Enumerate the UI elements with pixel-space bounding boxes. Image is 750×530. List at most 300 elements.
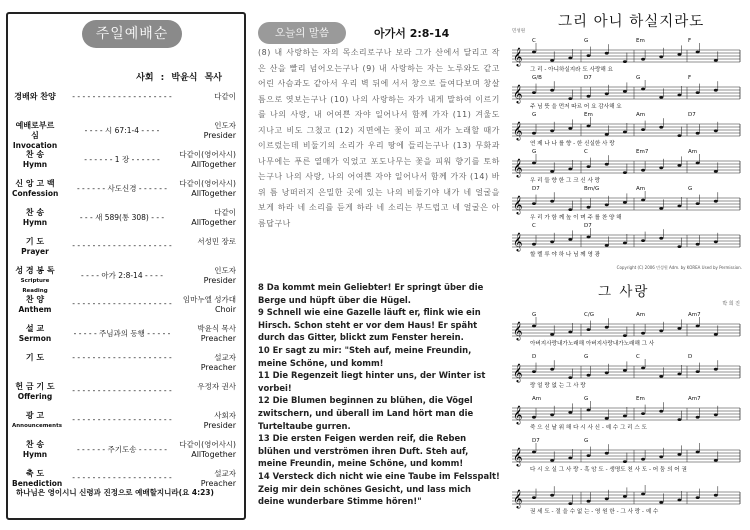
- chord-label: F: [688, 75, 692, 81]
- staff-system: [512, 112, 740, 147]
- lyrics-line: 다 시 오 실 그 사 랑 - 흑 암 도 - 생명도 천 사 도 - 어 둠 의 어 권: [530, 467, 687, 473]
- chord-label: D7: [532, 438, 540, 444]
- chord-label: G: [532, 112, 537, 118]
- order-item-korean: 기 도: [25, 353, 45, 362]
- treble-clef-icon: 𝄞: [513, 489, 523, 508]
- order-item-label: [12, 266, 58, 296]
- order-item-leader-korean: 임마누엘 성가대: [182, 295, 236, 304]
- note-head: [623, 171, 627, 174]
- order-item-leader: [164, 179, 236, 199]
- note-head: [623, 495, 627, 498]
- order-item-leader-english: AllTogether: [191, 218, 236, 227]
- order-item-korean: 예배로부르심: [15, 121, 55, 140]
- note-head: [641, 58, 645, 61]
- note-head: [714, 413, 718, 416]
- sermon-panel: [256, 12, 500, 520]
- note-head: [659, 501, 663, 504]
- note-head: [605, 203, 609, 206]
- chord-label: Em: [636, 38, 645, 44]
- order-item-detail: - - - - - - - - - - - - - - - - - - - -: [72, 92, 172, 101]
- note-head: [568, 238, 572, 241]
- order-item-label: [12, 179, 58, 199]
- note-head: [714, 240, 718, 243]
- note-head: [532, 451, 536, 454]
- lyrics-line: 할 렐 루 야 하 나 님 께 영 광: [530, 252, 601, 258]
- note-head: [641, 412, 645, 415]
- staff-system: [512, 438, 740, 473]
- staff-system: [512, 312, 740, 347]
- order-item-label: [12, 150, 58, 170]
- note-head: [677, 418, 681, 421]
- order-item-leader-korean: 다같이: [214, 208, 236, 217]
- order-item-leader: [164, 121, 236, 141]
- note-head: [550, 129, 554, 132]
- note-head: [568, 457, 572, 460]
- note-head: [641, 169, 645, 172]
- chord-label: G: [584, 354, 589, 360]
- treble-clef-icon: 𝄞: [513, 195, 523, 214]
- chord-label: C: [584, 149, 588, 155]
- order-item-leader: [164, 266, 236, 286]
- song2-title: 그 사랑: [598, 284, 650, 300]
- order-item-detail: - - - - - - - - - - - - - - - - - - - -: [72, 241, 172, 250]
- german-verse: 8 Da kommt mein Geliebter! Er springt über die Berge und hüpft über die Hügel.: [258, 282, 484, 305]
- chord-label: Em: [584, 112, 593, 118]
- staff-system: [512, 149, 740, 184]
- order-item-leader-korean: 사회자: [214, 411, 236, 420]
- chord-label: D7: [532, 186, 540, 192]
- note-head: [696, 451, 700, 454]
- order-item-english: Prayer: [21, 247, 49, 256]
- worship-order-title: 주일예배순: [82, 20, 182, 48]
- order-item-label: [12, 411, 62, 431]
- note-head: [550, 494, 554, 497]
- note-head: [550, 333, 554, 336]
- note-head: [532, 51, 536, 54]
- order-item-label: [12, 440, 58, 460]
- note-head: [532, 202, 536, 205]
- treble-clef-icon: 𝄞: [513, 158, 523, 177]
- order-item-leader-english: Preacher: [200, 334, 236, 343]
- note-head: [587, 374, 591, 377]
- note-head: [641, 239, 645, 242]
- note-head: [532, 370, 536, 373]
- korean-scripture-text: (8) 내 사랑하는 자의 목소리로구나 보라 그가 산에서 달리고 작은 산을 빨리 넘어오는구나 (9) 내 사랑하는 자는 노루와도 같고 어린 사슴과도 같아서 우리 벽 뒤에 서서 창으로 들여다보며 창살 틈으로 엿보는구나 (10) 나의 사랑하는 자가 내게 말하여 이르기를 나의 사랑, 내 어여쁜 자야 일어나서 함께 가자 (11) 겨울도 지나고 비도 그쳤고 (12) 지면에는 꽃이 피고 새가 노래할 때가 이르렀는데 비둘기의 소리가 우리 땅에 들리는구나 (13) 무화과나무에는 푸른 열매가 익었고 포도나무는 꽃을 피워 향기를 토하는구나 나의 사랑, 나의 어여쁜 자야 일어나서 함께 가자 (14) 바위 틈 낭떠러지 은밀한 곳에 있는 나의 비둘기야 내가 네 얼굴을 보게 하라 네 소리를 듣게 하라 네 소리는 부드럽고 네 얼굴은 아름답구나: [258, 48, 500, 228]
- order-item-leader-korean: 다같이(영어사시): [179, 179, 236, 188]
- song2-composer: 박 희 진: [722, 301, 740, 307]
- chord-label: G/B: [532, 75, 542, 81]
- note-head: [605, 326, 609, 329]
- german-scripture-text: [258, 281, 500, 508]
- chord-label: Em7: [636, 149, 649, 155]
- order-item-leader-english: AllTogether: [191, 450, 236, 459]
- note-head: [623, 369, 627, 372]
- order-item-leader-english: Presider: [203, 276, 236, 285]
- note-head: [696, 370, 700, 373]
- german-verse: 12 Die Blumen beginnen zu blühen, die Vögel zwitschern, und überall im Land hört man die Turteltaube gurren.: [258, 395, 474, 431]
- note-head: [714, 494, 718, 497]
- note-head: [714, 368, 718, 371]
- order-item-leader-korean: 박윤식 목사: [197, 324, 236, 333]
- order-item-leader-english: Presider: [203, 421, 236, 430]
- order-item-english: Hymn: [22, 450, 48, 459]
- lyrics-line: 권 세 도 - 절 을 수 없 는 - 영 원 한 - 그 사 랑 - 예 수: [530, 509, 659, 515]
- note-head: [659, 166, 663, 169]
- note-head: [587, 165, 591, 168]
- chord-label: Am: [688, 149, 698, 155]
- chord-label: Bm/G: [584, 186, 600, 192]
- order-item-label: [12, 92, 58, 102]
- note-head: [623, 131, 627, 134]
- order-item-detail: - - - - - - 1 장 - - - - - -: [84, 155, 160, 164]
- song1-composer: 민성원: [512, 29, 526, 34]
- order-item-korean: 광 고: [25, 411, 45, 420]
- order-item-leader-english: Preacher: [200, 363, 236, 372]
- order-item-detail: - - - - 아가 2:8-14 - - - -: [81, 271, 163, 280]
- presider-line: [136, 70, 222, 83]
- order-item-leader-korean: 다같이(영어사시): [179, 150, 236, 159]
- note-head: [532, 132, 536, 135]
- order-item-label: [12, 382, 58, 402]
- note-head: [623, 90, 627, 93]
- chord-label: F: [688, 38, 692, 44]
- song1-copyright: Copyright (C) 2006 민성원 Adm. by KOREA Used by Permission.: [616, 265, 742, 270]
- note-head: [659, 410, 663, 413]
- order-item-detail: - - - - 시 67:1-4 - - - -: [84, 126, 160, 135]
- order-item-leader: [164, 353, 236, 373]
- note-head: [677, 453, 681, 456]
- note-head: [587, 454, 591, 457]
- presider-label: 사회 :: [136, 73, 165, 83]
- note-head: [623, 201, 627, 204]
- note-head: [696, 132, 700, 135]
- order-item-detail: - - - - - - 사도신경 - - - - - -: [76, 184, 168, 193]
- chord-label: G: [584, 438, 589, 444]
- note-head: [587, 54, 591, 57]
- note-head: [550, 59, 554, 62]
- note-head: [696, 91, 700, 94]
- order-item-leader: [164, 469, 236, 489]
- order-item-leader: [164, 92, 236, 102]
- chord-label: G: [688, 186, 693, 192]
- note-head: [659, 237, 663, 240]
- note-head: [659, 55, 663, 58]
- note-head: [568, 502, 572, 505]
- note-head: [550, 368, 554, 371]
- treble-clef-icon: 𝄞: [513, 321, 523, 340]
- chord-label: G: [532, 312, 537, 318]
- note-head: [568, 127, 572, 130]
- note-head: [714, 333, 718, 336]
- note-head: [677, 164, 681, 167]
- lyrics-line: 우 리 가 함 께 높 이 며 주 를 찬 양 해: [530, 215, 622, 221]
- note-head: [587, 328, 591, 331]
- chord-label: Am: [636, 112, 646, 118]
- order-item-english: Hymn: [22, 160, 48, 169]
- presider-name: 박윤식 목사: [171, 73, 222, 83]
- order-item-detail: - - - - - - 주기도송 - - - - - -: [76, 445, 168, 454]
- chord-label: Am7: [688, 396, 701, 402]
- order-item-label: [12, 295, 58, 315]
- note-head: [677, 53, 681, 56]
- treble-clef-icon: 𝄞: [513, 84, 523, 103]
- note-head: [550, 89, 554, 92]
- order-item-label: [12, 324, 58, 344]
- order-item-detail: - - - 새 589(통 308) - - -: [79, 213, 165, 222]
- order-item-label: [12, 208, 58, 228]
- lyrics-line: 죽 으 신 날 위 해 다 시 사 신 - 예 수 그 리 스 도: [530, 425, 647, 431]
- note-head: [605, 417, 609, 420]
- note-head: [659, 207, 663, 210]
- note-head: [696, 202, 700, 205]
- note-head: [568, 376, 572, 379]
- order-item-english: Confession: [12, 189, 59, 198]
- chord-label: D: [532, 354, 537, 360]
- note-head: [659, 455, 663, 458]
- chord-label: Am: [636, 312, 646, 318]
- treble-clef-icon: 𝄞: [513, 405, 523, 424]
- treble-clef-icon: 𝄞: [513, 363, 523, 382]
- order-item-leader: [164, 295, 236, 315]
- lyrics-line: 연 제 나 나 를 향 - 한 신실한 사 랑: [530, 141, 615, 147]
- chord-label: G: [584, 396, 589, 402]
- order-item-leader-korean: 설교자: [214, 469, 236, 478]
- chord-label: D7: [688, 112, 696, 118]
- chord-label: D7: [584, 75, 592, 81]
- note-head: [587, 409, 591, 412]
- chord-label: D: [688, 354, 693, 360]
- order-item-leader-korean: 우정자 권사: [197, 382, 236, 391]
- order-item-korean: 찬 송: [25, 208, 45, 217]
- note-head: [550, 413, 554, 416]
- order-item-leader-english: AllTogether: [191, 160, 236, 169]
- note-head: [659, 329, 663, 332]
- note-head: [677, 245, 681, 248]
- chord-label: C/G: [584, 312, 594, 318]
- note-head: [696, 51, 700, 54]
- treble-clef-icon: 𝄞: [513, 447, 523, 466]
- order-item-korean: 기 도: [25, 237, 45, 246]
- note-head: [532, 243, 536, 246]
- order-item-leader-english: Presider: [203, 131, 236, 140]
- order-item-leader-english: Choir: [214, 305, 236, 314]
- staff-system: [512, 186, 740, 221]
- note-head: [605, 244, 609, 247]
- note-head: [605, 497, 609, 500]
- note-head: [677, 205, 681, 208]
- note-head: [641, 332, 645, 335]
- treble-clef-icon: 𝄞: [513, 232, 523, 251]
- note-head: [641, 128, 645, 131]
- note-head: [696, 416, 700, 419]
- note-head: [587, 500, 591, 503]
- todays-word-label: 오늘의 말씀: [258, 22, 346, 44]
- note-head: [532, 91, 536, 94]
- order-item-leader: [164, 150, 236, 170]
- chord-label: G: [584, 38, 589, 44]
- chord-label: Em: [636, 396, 645, 402]
- order-item-leader: [164, 324, 236, 344]
- order-item-detail: - - - - - - - - - - - - - - - - - - - -: [72, 473, 172, 482]
- note-head: [714, 200, 718, 203]
- note-head: [550, 170, 554, 173]
- order-item-leader: [164, 208, 236, 228]
- order-item-leader-english: Preacher: [200, 479, 236, 488]
- order-item-korean: 축 도: [25, 469, 45, 478]
- order-item-leader-korean: 다같이: [214, 92, 236, 101]
- note-head: [677, 327, 681, 330]
- order-item-korean: 찬 송: [25, 150, 45, 159]
- order-item-label: [12, 121, 58, 151]
- note-head: [696, 162, 700, 165]
- order-item-korean: 찬 송: [25, 440, 45, 449]
- order-item-leader: [164, 411, 236, 431]
- note-head: [696, 496, 700, 499]
- note-head: [623, 60, 627, 63]
- note-head: [587, 125, 591, 128]
- order-item-label: [12, 353, 58, 363]
- staff-system: [512, 75, 740, 110]
- order-item-detail: - - - - - 주님과의 동행 - - - - -: [73, 329, 171, 338]
- lyrics-line: 아버지사랑내가노래해 아버지사랑내가노래해 그 사: [530, 341, 655, 347]
- staff-system: [512, 354, 740, 389]
- note-head: [659, 375, 663, 378]
- order-item-korean: 성 경 봉 독: [15, 266, 55, 275]
- order-item-english: Hymn: [22, 218, 48, 227]
- note-head: [641, 367, 645, 370]
- note-head: [550, 200, 554, 203]
- note-head: [605, 163, 609, 166]
- lyrics-line: 우 리 들 향 한 그 크 신 사 랑: [530, 178, 601, 184]
- treble-clef-icon: 𝄞: [513, 47, 523, 66]
- note-head: [641, 199, 645, 202]
- note-head: [532, 496, 536, 499]
- note-head: [659, 96, 663, 99]
- note-head: [568, 97, 572, 100]
- note-head: [587, 95, 591, 98]
- song2-score: [510, 308, 742, 524]
- staff-system: [512, 38, 740, 73]
- order-item-korean: 경배와 찬양: [14, 92, 56, 101]
- staff-system: [512, 396, 740, 431]
- note-head: [605, 52, 609, 55]
- order-item-detail: - - - - - - - - - - - - - - - - - - - -: [72, 386, 172, 395]
- german-verse: 13 Die ersten Feigen werden reif, die Reben blühen und verströmen ihren Duft. Steh auf, meine Freundin, meine Schöne, und komm!: [258, 433, 469, 469]
- note-head: [568, 411, 572, 414]
- note-head: [696, 325, 700, 328]
- chord-label: C: [532, 38, 536, 44]
- note-head: [714, 170, 718, 173]
- chord-label: G: [532, 149, 537, 155]
- order-item-detail: - - - - - - - - - - - - - - - - - - - -: [72, 299, 172, 308]
- note-head: [587, 236, 591, 239]
- treble-clef-icon: 𝄞: [513, 121, 523, 140]
- order-item-english: Announcements: [12, 423, 62, 429]
- order-item-leader: [164, 440, 236, 460]
- order-item-leader-korean: 인도자: [214, 121, 236, 130]
- note-head: [568, 57, 572, 60]
- note-head: [696, 243, 700, 246]
- staff-system: [512, 223, 740, 258]
- staff-system: [512, 485, 740, 515]
- chord-label: Am: [636, 186, 646, 192]
- note-head: [568, 331, 572, 334]
- note-head: [532, 325, 536, 328]
- chord-label: Am: [532, 396, 542, 402]
- chord-label: D7: [584, 223, 592, 229]
- note-head: [568, 168, 572, 171]
- sheet-music-panel: [510, 8, 742, 524]
- song1-score: [510, 32, 742, 264]
- order-item-leader-korean: 인도자: [214, 266, 236, 275]
- german-verse: 11 Die Regenzeit liegt hinter uns, der Winter ist vorbei!: [258, 370, 486, 393]
- order-item-english: Invocation: [12, 141, 58, 150]
- order-item-english: Offering: [17, 392, 53, 401]
- order-item-korean: 찬 양: [25, 295, 45, 304]
- order-item-leader-english: AllTogether: [191, 189, 236, 198]
- order-item-label: [12, 469, 63, 489]
- note-head: [532, 416, 536, 419]
- note-head: [623, 334, 627, 337]
- lyrics-line: 주 님 뜻 을 먼저 따르 어 요 감사해 요: [530, 104, 622, 110]
- note-head: [587, 206, 591, 209]
- note-head: [641, 88, 645, 91]
- order-item-detail: - - - - - - - - - - - - - - - - - - - -: [72, 353, 172, 362]
- order-item-label: [12, 237, 58, 257]
- order-item-english: Benediction: [12, 479, 63, 488]
- order-item-leader-korean: 다같이(영어사시): [179, 440, 236, 449]
- worship-order-panel: [6, 12, 246, 520]
- song1-title: 그리 아니 하실지라도: [558, 14, 705, 30]
- order-item-english: Anthem: [18, 305, 52, 314]
- note-head: [714, 459, 718, 462]
- chord-label: G: [636, 75, 641, 81]
- order-item-leader: [164, 382, 236, 392]
- order-item-korean: 신 앙 고 백: [15, 179, 55, 188]
- note-head: [641, 458, 645, 461]
- order-item-english: Scripture Reading: [20, 278, 50, 294]
- note-head: [659, 126, 663, 129]
- note-head: [677, 499, 681, 502]
- german-verse: 14 Versteck dich nicht wie eine Taube im Felsspalt! Zeig mir dein schönes Gesicht, und lass mich deine wunderbare Stimme hören!": [258, 470, 500, 507]
- note-head: [532, 162, 536, 165]
- note-head: [605, 92, 609, 95]
- chord-label: Am7: [688, 312, 701, 318]
- order-item-detail: - - - - - - - - - - - - - - - - - - - -: [72, 415, 172, 424]
- note-head: [605, 371, 609, 374]
- note-head: [568, 208, 572, 211]
- german-verse: 10 Er sagt zu mir: "Steh auf, meine Freundin, meine Schöne, und komm!: [258, 344, 472, 368]
- order-item-english: Sermon: [18, 334, 52, 343]
- footer-verse: 하나님은 영이시니 신령과 진정으로 예배할지니라(요 4:23): [16, 488, 214, 497]
- chord-label: C: [636, 354, 640, 360]
- note-head: [677, 94, 681, 97]
- lyrics-line: 그 리 - 아니하실지라 도 사랑해 요: [530, 67, 613, 73]
- order-item-korean: 헌 금 기 도: [15, 382, 55, 391]
- note-head: [641, 493, 645, 496]
- chord-label: C: [532, 223, 536, 229]
- note-head: [550, 240, 554, 243]
- note-head: [677, 373, 681, 376]
- note-head: [605, 133, 609, 136]
- note-head: [605, 452, 609, 455]
- scripture-reference: 아가서 2:8-14: [374, 27, 450, 40]
- note-head: [714, 59, 718, 62]
- order-item-korean: 설 교: [25, 324, 45, 333]
- note-head: [623, 415, 627, 418]
- lyrics-line: 랑 얼 랑 없 는 그 사 랑: [530, 383, 586, 389]
- note-head: [623, 460, 627, 463]
